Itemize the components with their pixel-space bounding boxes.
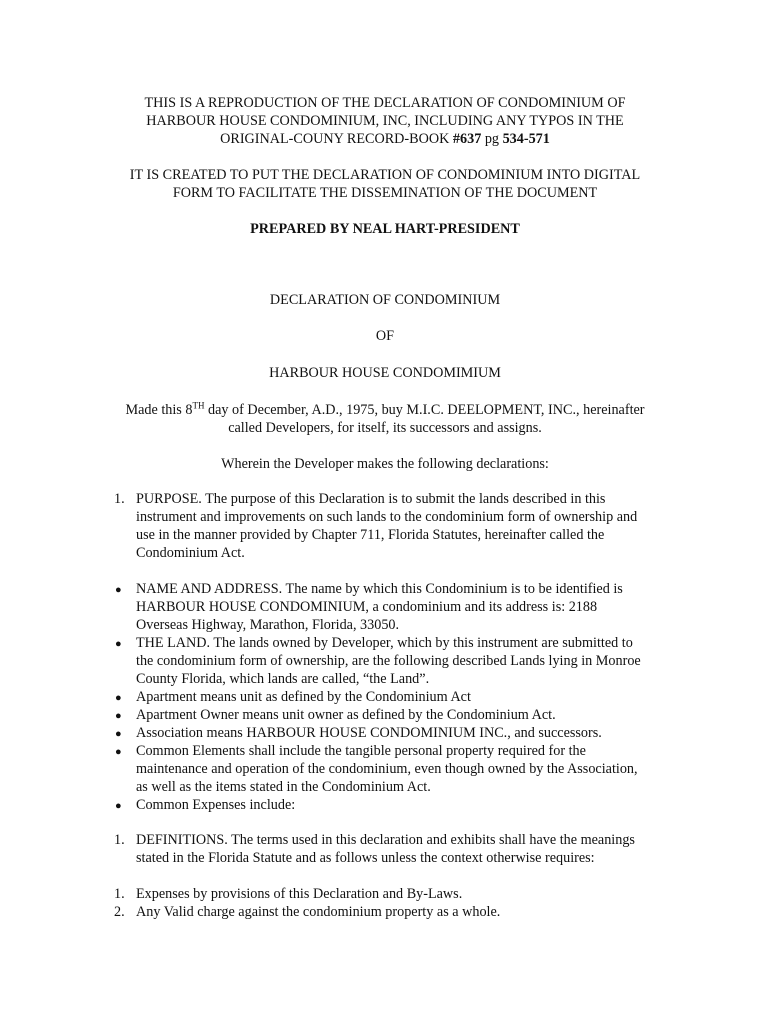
bullet-glyph: ● — [115, 710, 122, 722]
bullet-glyph: ● — [115, 584, 122, 596]
expense-item: Any Valid charge against the condominium property as a whole. — [136, 904, 501, 920]
definitions-line-1: DEFINITIONS. The terms used in this declaration and exhibits shall have the meanings — [136, 832, 635, 848]
header-line-3-pg: pg — [481, 131, 503, 147]
title-line-3: HARBOUR HOUSE CONDOMIMIUM — [269, 365, 501, 381]
common-elements-line-2: maintenance and operation of the condominium, even though owned by the Association, — [136, 761, 638, 777]
purpose-number: 1. — [114, 491, 125, 507]
expense-number: 1. — [114, 886, 125, 902]
definitions-line-2: stated in the Florida Statute and as follows unless the context otherwise requires: — [136, 850, 595, 866]
definitions-number: 1. — [114, 832, 125, 848]
apartment-owner-line: Apartment Owner means unit owner as defined by the Condominium Act. — [136, 707, 556, 723]
wherein-line: Wherein the Developer makes the following declarations: — [221, 456, 549, 472]
bullet-glyph: ● — [115, 728, 122, 740]
record-pages: 534-571 — [502, 131, 550, 147]
header-line-1: THIS IS A REPRODUCTION OF THE DECLARATION OF CONDOMINIUM OF — [144, 95, 626, 111]
made-this-post: day of December, A.D., 1975, buy M.I.C. DEELOPMENT, INC., hereinafter — [204, 402, 645, 418]
made-this-sup: TH — [192, 400, 205, 411]
record-book-number: #637 — [452, 131, 482, 147]
title-line-2: OF — [375, 328, 395, 344]
header-line-2: HARBOUR HOUSE CONDOMINIUM, INC, INCLUDING ANY TYPOS IN THE — [146, 113, 624, 129]
purpose-line-4: Condominium Act. — [136, 545, 245, 561]
purpose-line-3: use in the manner provided by Chapter 711, Florida Statutes, hereinafter called the — [136, 527, 605, 543]
made-this-line — [0, 401, 770, 419]
the-land-line-2: the condominium form of ownership, are the following described Lands lying in Monroe — [136, 653, 641, 669]
made-this-pre: Made this 8 — [125, 402, 193, 418]
prepared-by: PREPARED BY NEAL HART-PRESIDENT — [250, 221, 520, 237]
common-expenses-line: Common Expenses include: — [136, 797, 296, 813]
common-elements-line-1: Common Elements shall include the tangible personal property required for the — [136, 743, 586, 759]
expense-item: Expenses by provisions of this Declaration and By-Laws. — [136, 886, 463, 902]
purpose-line-1: PURPOSE. The purpose of this Declaration is to submit the lands described in this — [136, 491, 606, 507]
header-line-3-text: ORIGINAL-COUNY RECORD-BOOK — [220, 131, 453, 147]
header-line-3 — [0, 130, 770, 148]
common-elements-line-3: as well as the items stated in the Condominium Act. — [136, 779, 431, 795]
bullet-glyph: ● — [115, 746, 122, 758]
name-address-line-2: HARBOUR HOUSE CONDOMINIUM, a condominium and its address is: 2188 — [136, 599, 598, 615]
expense-number: 2. — [114, 904, 125, 920]
name-address-line-1: NAME AND ADDRESS. The name by which this Condominium is to be identified is — [136, 581, 623, 597]
name-address-line-3: Overseas Highway, Marathon, Florida, 33050. — [136, 617, 400, 633]
bullet-glyph: ● — [115, 638, 122, 650]
apartment-line: Apartment means unit as defined by the Condominium Act — [136, 689, 471, 705]
purpose-line-2: instrument and improvements on such lands to the condominium form of ownership and — [136, 509, 638, 525]
title-line-1: DECLARATION OF CONDOMINIUM — [269, 292, 501, 308]
header-line-4: IT IS CREATED TO PUT THE DECLARATION OF CONDOMINIUM INTO DIGITAL — [129, 167, 641, 183]
bullet-glyph: ● — [115, 692, 122, 704]
made-this-line-2: called Developers, for itself, its successors and assigns. — [228, 420, 542, 436]
association-line: Association means HARBOUR HOUSE CONDOMINIUM INC., and successors. — [136, 725, 602, 741]
the-land-line-1: THE LAND. The lands owned by Developer, which by this instrument are submitted to — [136, 635, 633, 651]
header-line-5: FORM TO FACILITATE THE DISSEMINATION OF THE DOCUMENT — [172, 185, 598, 201]
bullet-glyph: ● — [115, 800, 122, 812]
the-land-line-3: County Florida, which lands are called, “the Land”. — [136, 671, 430, 687]
